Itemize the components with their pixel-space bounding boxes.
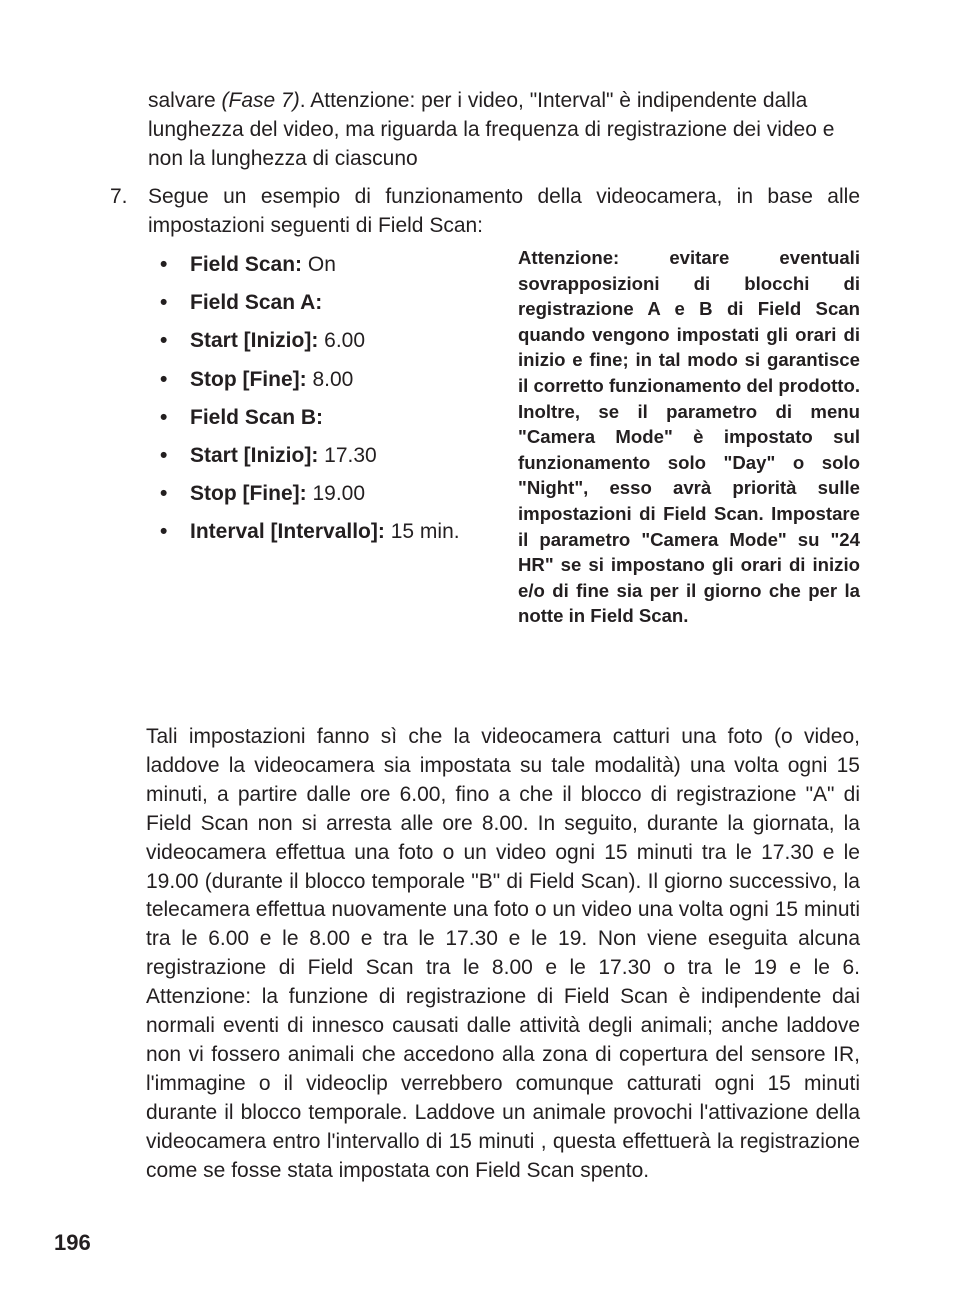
bullet: • (160, 367, 168, 391)
phase-reference: (Fase 7) (221, 89, 300, 112)
list-item (160, 475, 460, 513)
list-item (160, 399, 460, 437)
setting-label: Field Scan B: (190, 405, 324, 429)
bullet: • (160, 253, 168, 276)
setting-label: Interval [Intervallo]: (190, 520, 385, 544)
setting-label: Start [Inizio]: (190, 329, 319, 353)
setting-label: Stop [Fine]: (190, 482, 307, 506)
step-text: Segue un esempio di funzionamento della videocamera, in base alle impostazioni seguenti di Field Scan: (148, 185, 860, 237)
list-item (160, 513, 460, 551)
setting-value: On (302, 253, 336, 276)
bullet: • (160, 405, 168, 429)
intro-prefix: salvare (148, 89, 222, 112)
setting-value: 17.30 (318, 443, 377, 467)
intro-paragraph (148, 86, 860, 173)
intro-suffix: . Attenzione: per i video, "Interval" è indipendente dalla lunghezza del video, ma riguarda la frequenza di registrazione dei video e non la lunghezza di ciascuno (148, 89, 835, 170)
body-paragraph: Tali impostazioni fanno sì che la videocamera catturi una foto (o video, laddove la videocamera sia impostata su tale modalità) una volta ogni 15 minuti, a partire dalle ore 6.00, fino a che il blocco di registrazione "A" di Field Scan non si arresta alle ore 8.00. In seguito, durante la giornata, la videocamera effettua una foto o un video ogni 15 minuti tra le 17.30 e le 19.00 (durante il blocco temporale "B" di Field Scan). Il giorno successivo, la telecamera effettua nuovamente una foto o un video una volta ogni 15 minuti tra le 6.00 e le 8.00 e tra le 17.30 e le 19. Non viene eseguita alcuna registrazione di Field Scan tra le 8.00 e le 17.30 o tra le 19 e le 6. Attenzione: la funzione di registrazione di Field Scan è indipendente dai normali eventi di innesco causati dalle attività degli animali; anche laddove non vi fossero animali che accedono alla zona di copertura del sensore IR, l'immagine o il videoclip verrebbero comunque catturati ogni 15 minuti durante il blocco temporale. Laddove un animale provochi l'attivazione della videocamera entro l'intervallo di 15 minuti , questa effettuerà la registrazione come se fosse stata impostata con Field Scan spento. (146, 725, 860, 1182)
setting-value: 19.00 (306, 482, 366, 506)
setting-label: Stop [Fine]: (190, 367, 307, 391)
setting-value: 8.00 (306, 367, 354, 391)
bullet: • (160, 291, 168, 315)
bullet: • (160, 520, 168, 544)
step-number: 7. (110, 185, 128, 208)
setting-value: 6.00 (318, 329, 366, 353)
list-item (160, 437, 460, 475)
warning-note: Attenzione: evitare eventuali sovrapposizioni di blocchi di registrazione A e B di Field Scan quando vengono impostati gli orari di inizio e fine; in tal modo si garantisce il corretto funzionamento del prodotto. Inoltre, se il parametro di menu "Camera Mode" è impostato sul funzionamento solo "Day" o solo "Night", esso avrà priorità sulle impostazioni di Field Scan. Impostare il parametro "Camera Mode" su "24 HR" se si impostano gli orari di inizio e/o di fine sia per il giorno che per la notte in Field Scan. (518, 247, 860, 627)
bullet: • (160, 482, 168, 506)
bullet: • (160, 443, 168, 467)
list-item (160, 284, 460, 322)
setting-label: Field Scan A: (190, 291, 323, 315)
bullet: • (160, 329, 168, 353)
setting-label: Start [Inizio]: (190, 443, 319, 467)
page-number: 196 (54, 1230, 91, 1255)
list-item (160, 361, 460, 399)
settings-list (160, 246, 460, 552)
setting-label: Field Scan: (190, 253, 303, 276)
setting-value: 15 min. (384, 520, 460, 544)
list-item (160, 322, 460, 360)
list-item (160, 246, 460, 284)
